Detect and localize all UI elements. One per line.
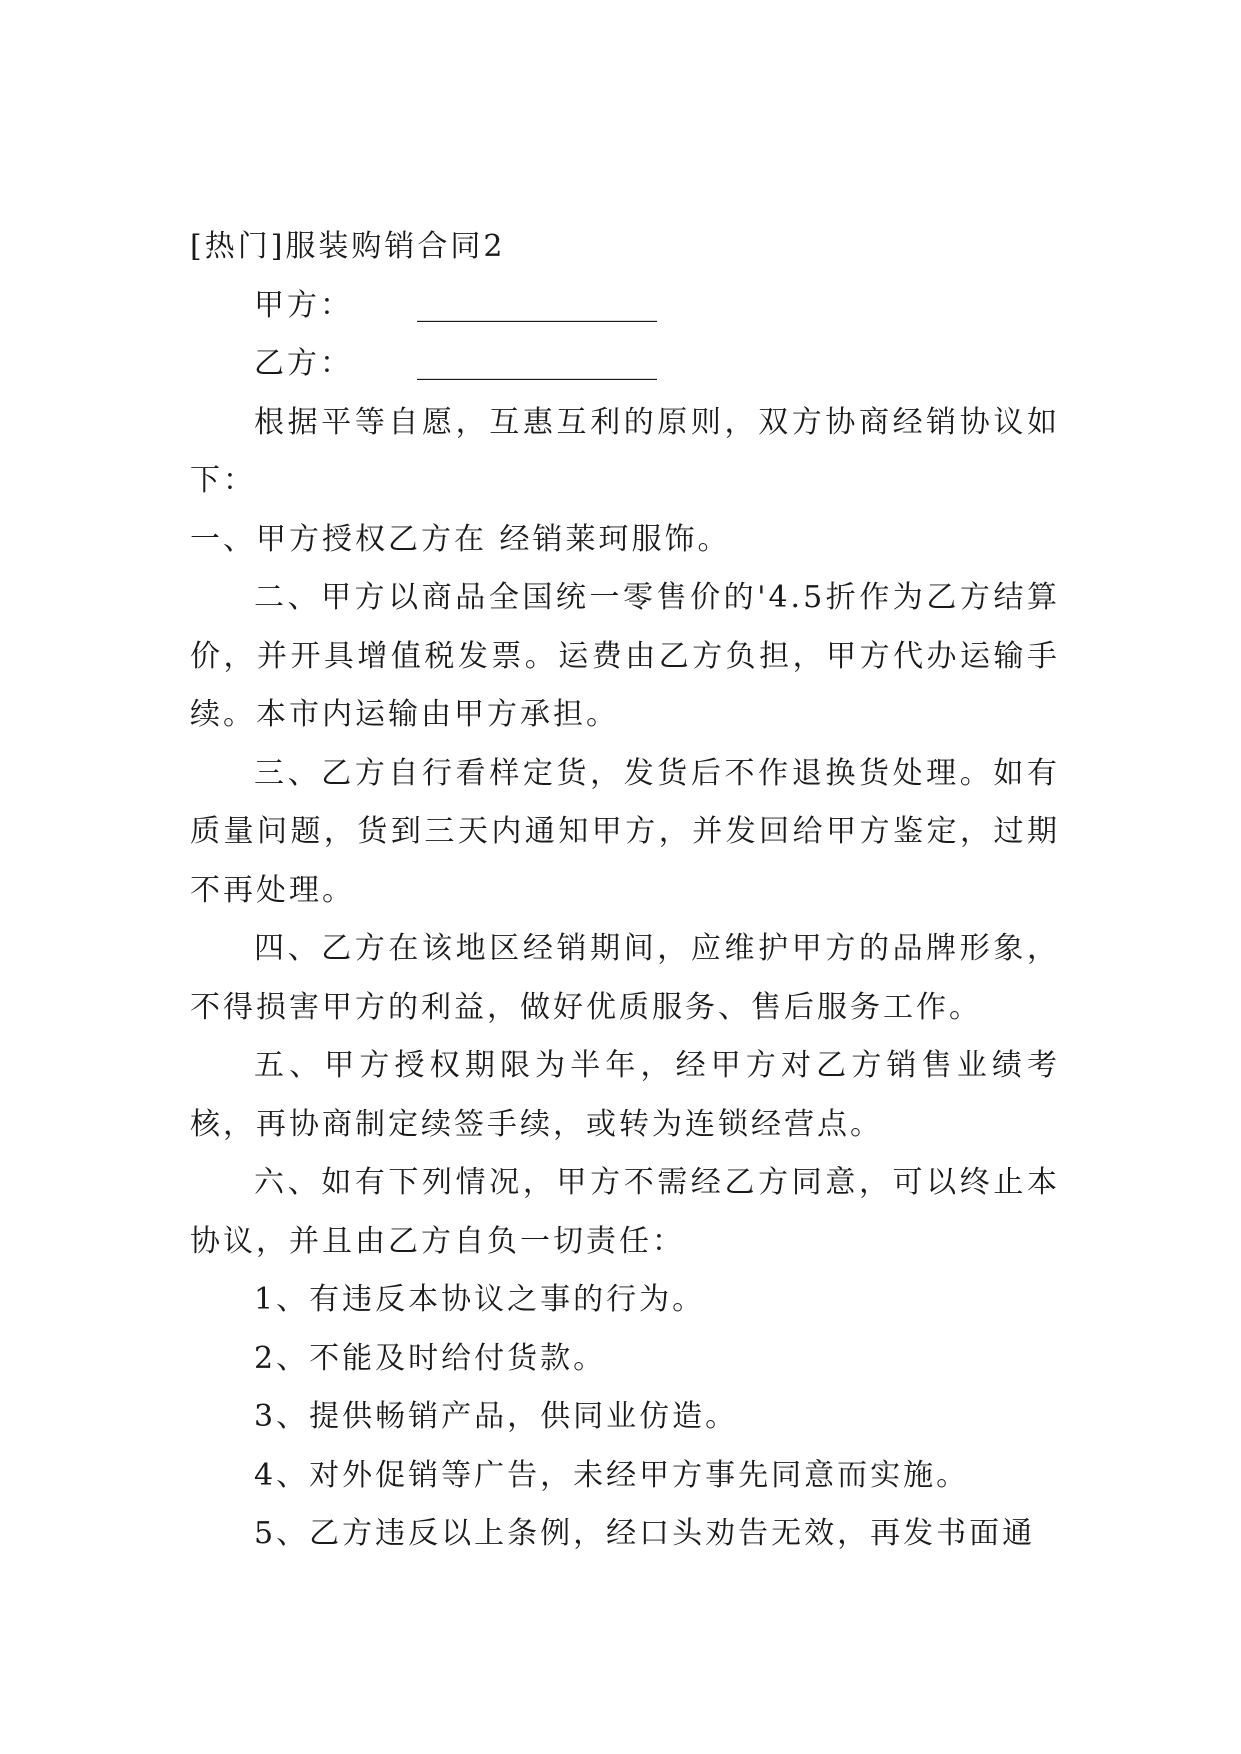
party-a-blank: ________________ <box>417 287 657 323</box>
party-b-line <box>190 335 1060 394</box>
party-b-blank: ________________ <box>417 346 657 381</box>
clause-2: 二、甲方以商品全国统一零售价的'4.5折作为乙方结算价，并开具增值税发票。运费由乙方负担，甲方代办运输手续。本市内运输由甲方承担。 <box>190 580 1060 732</box>
intro-paragraph: 根据平等自愿，互惠互利的原则，双方协商经销协议如下： <box>190 404 1060 498</box>
party-a-line <box>190 277 1060 336</box>
list-item-1: 1、有违反本协议之事的行为。 <box>254 1282 706 1317</box>
list-item-3: 3、提供畅销产品，供同业仿造。 <box>254 1399 739 1434</box>
clause-5: 五、甲方授权期限为半年，经甲方对乙方销售业绩考核，再协商制定续签手续，或转为连锁经营点。 <box>190 1048 1060 1142</box>
party-a-label: 甲方： <box>254 287 353 323</box>
clause-3: 三、乙方自行看样定货，发货后不作退换货处理。如有质量问题，货到三天内通知甲方，并发回给甲方鉴定，过期不再处理。 <box>190 755 1060 908</box>
list-item-4: 4、对外促销等广告，未经甲方事先同意而实施。 <box>254 1457 970 1493</box>
party-b-label: 乙方： <box>254 346 353 381</box>
document-title: [热门]服装购销合同2 <box>190 229 506 264</box>
clause-6: 六、如有下列情况，甲方不需经乙方同意，可以终止本协议，并且由乙方自负一切责任： <box>190 1165 1060 1259</box>
list-item-2: 2、不能及时给付货款。 <box>254 1340 607 1376</box>
clause-1: 一、甲方授权乙方在 经销莱珂服饰。 <box>190 521 731 557</box>
contract-body <box>190 218 1060 1564</box>
clause-4: 四、乙方在该地区经销期间，应维护甲方的品牌形象，不得损害甲方的利益，做好优质服务、售后服务工作。 <box>190 931 1060 1025</box>
list-item-5: 5、乙方违反以上条例，经口头劝告无效，再发书面通 <box>254 1516 1036 1551</box>
